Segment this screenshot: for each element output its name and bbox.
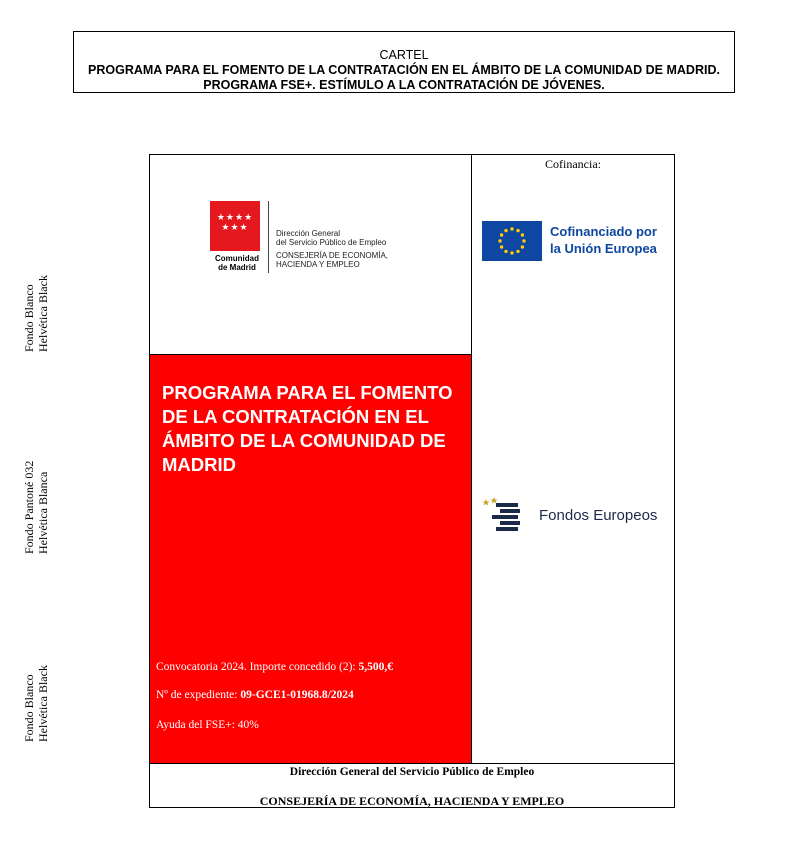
side-label-middle-line1: Fondo Pantoné 032	[22, 460, 36, 554]
side-label-top-line2: Helvética Black	[36, 275, 50, 352]
logo-cell	[150, 155, 472, 355]
footer-consejeria: CONSEJERÍA DE ECONOMÍA, HACIENDA Y EMPLEO	[259, 794, 565, 808]
ayuda-line: Ayuda del FSE+: 40%	[156, 719, 259, 731]
fondos-europeos-text: Fondos Europeos	[539, 507, 658, 524]
poster	[149, 154, 675, 808]
side-label-bottom-line2: Helvética Black	[36, 665, 50, 742]
red-panel	[150, 355, 472, 763]
header-title: PROGRAMA PARA EL FOMENTO DE LA CONTRATACIÓN EN EL ÁMBITO DE LA COMUNIDAD DE MADRID. PROGRAMA FSE+. ESTÍMULO A LA CONTRATACIÓN DE JÓVENES.	[88, 63, 720, 92]
madrid-flag-icon: ★★★★ ★★★	[210, 201, 260, 251]
side-label-middle	[22, 446, 62, 554]
side-label-middle-line2: Helvética Blanca	[36, 471, 50, 554]
madrid-logo-name: Comunidad de Madrid	[215, 254, 259, 272]
header-label: CARTEL	[379, 48, 429, 62]
footer-department: Dirección General del Servicio Público de Empleo	[289, 766, 535, 778]
eu-logo-text: Cofinanciado por la Unión Europea	[550, 224, 657, 256]
madrid-logo-department: Dirección General del Servicio Público de Empleo CONSEJERÍA DE ECONOMÍA, HACIENDA Y EMPLEO	[276, 229, 389, 269]
cofinancing-cell	[472, 155, 674, 763]
eu-cofinanced-logo	[482, 219, 672, 263]
fondos-europeos-icon	[482, 497, 534, 533]
eu-flag-icon	[482, 221, 542, 261]
side-label-bottom-line1: Fondo Blanco	[22, 674, 36, 742]
header-box	[73, 31, 735, 93]
side-label-bottom	[22, 652, 62, 742]
fondos-europeos-logo	[482, 497, 672, 537]
expediente-line: Nº de expediente: 09-GCE1-01968.8/2024	[156, 689, 354, 701]
convocatoria-line: Convocatoria 2024. Importe concedido (2): 5,500,€	[156, 661, 393, 673]
side-label-top-line1: Fondo Blanco	[22, 284, 36, 352]
side-label-top	[22, 262, 62, 352]
comunidad-madrid-logo	[210, 201, 410, 276]
cofinancia-label: Cofinancia:	[545, 157, 601, 171]
red-panel-title: PROGRAMA PARA EL FOMENTO DE LA CONTRATACIÓN EN EL ÁMBITO DE LA COMUNIDAD DE MADRID	[162, 382, 453, 475]
footer	[150, 763, 674, 807]
logo-divider	[268, 201, 269, 273]
